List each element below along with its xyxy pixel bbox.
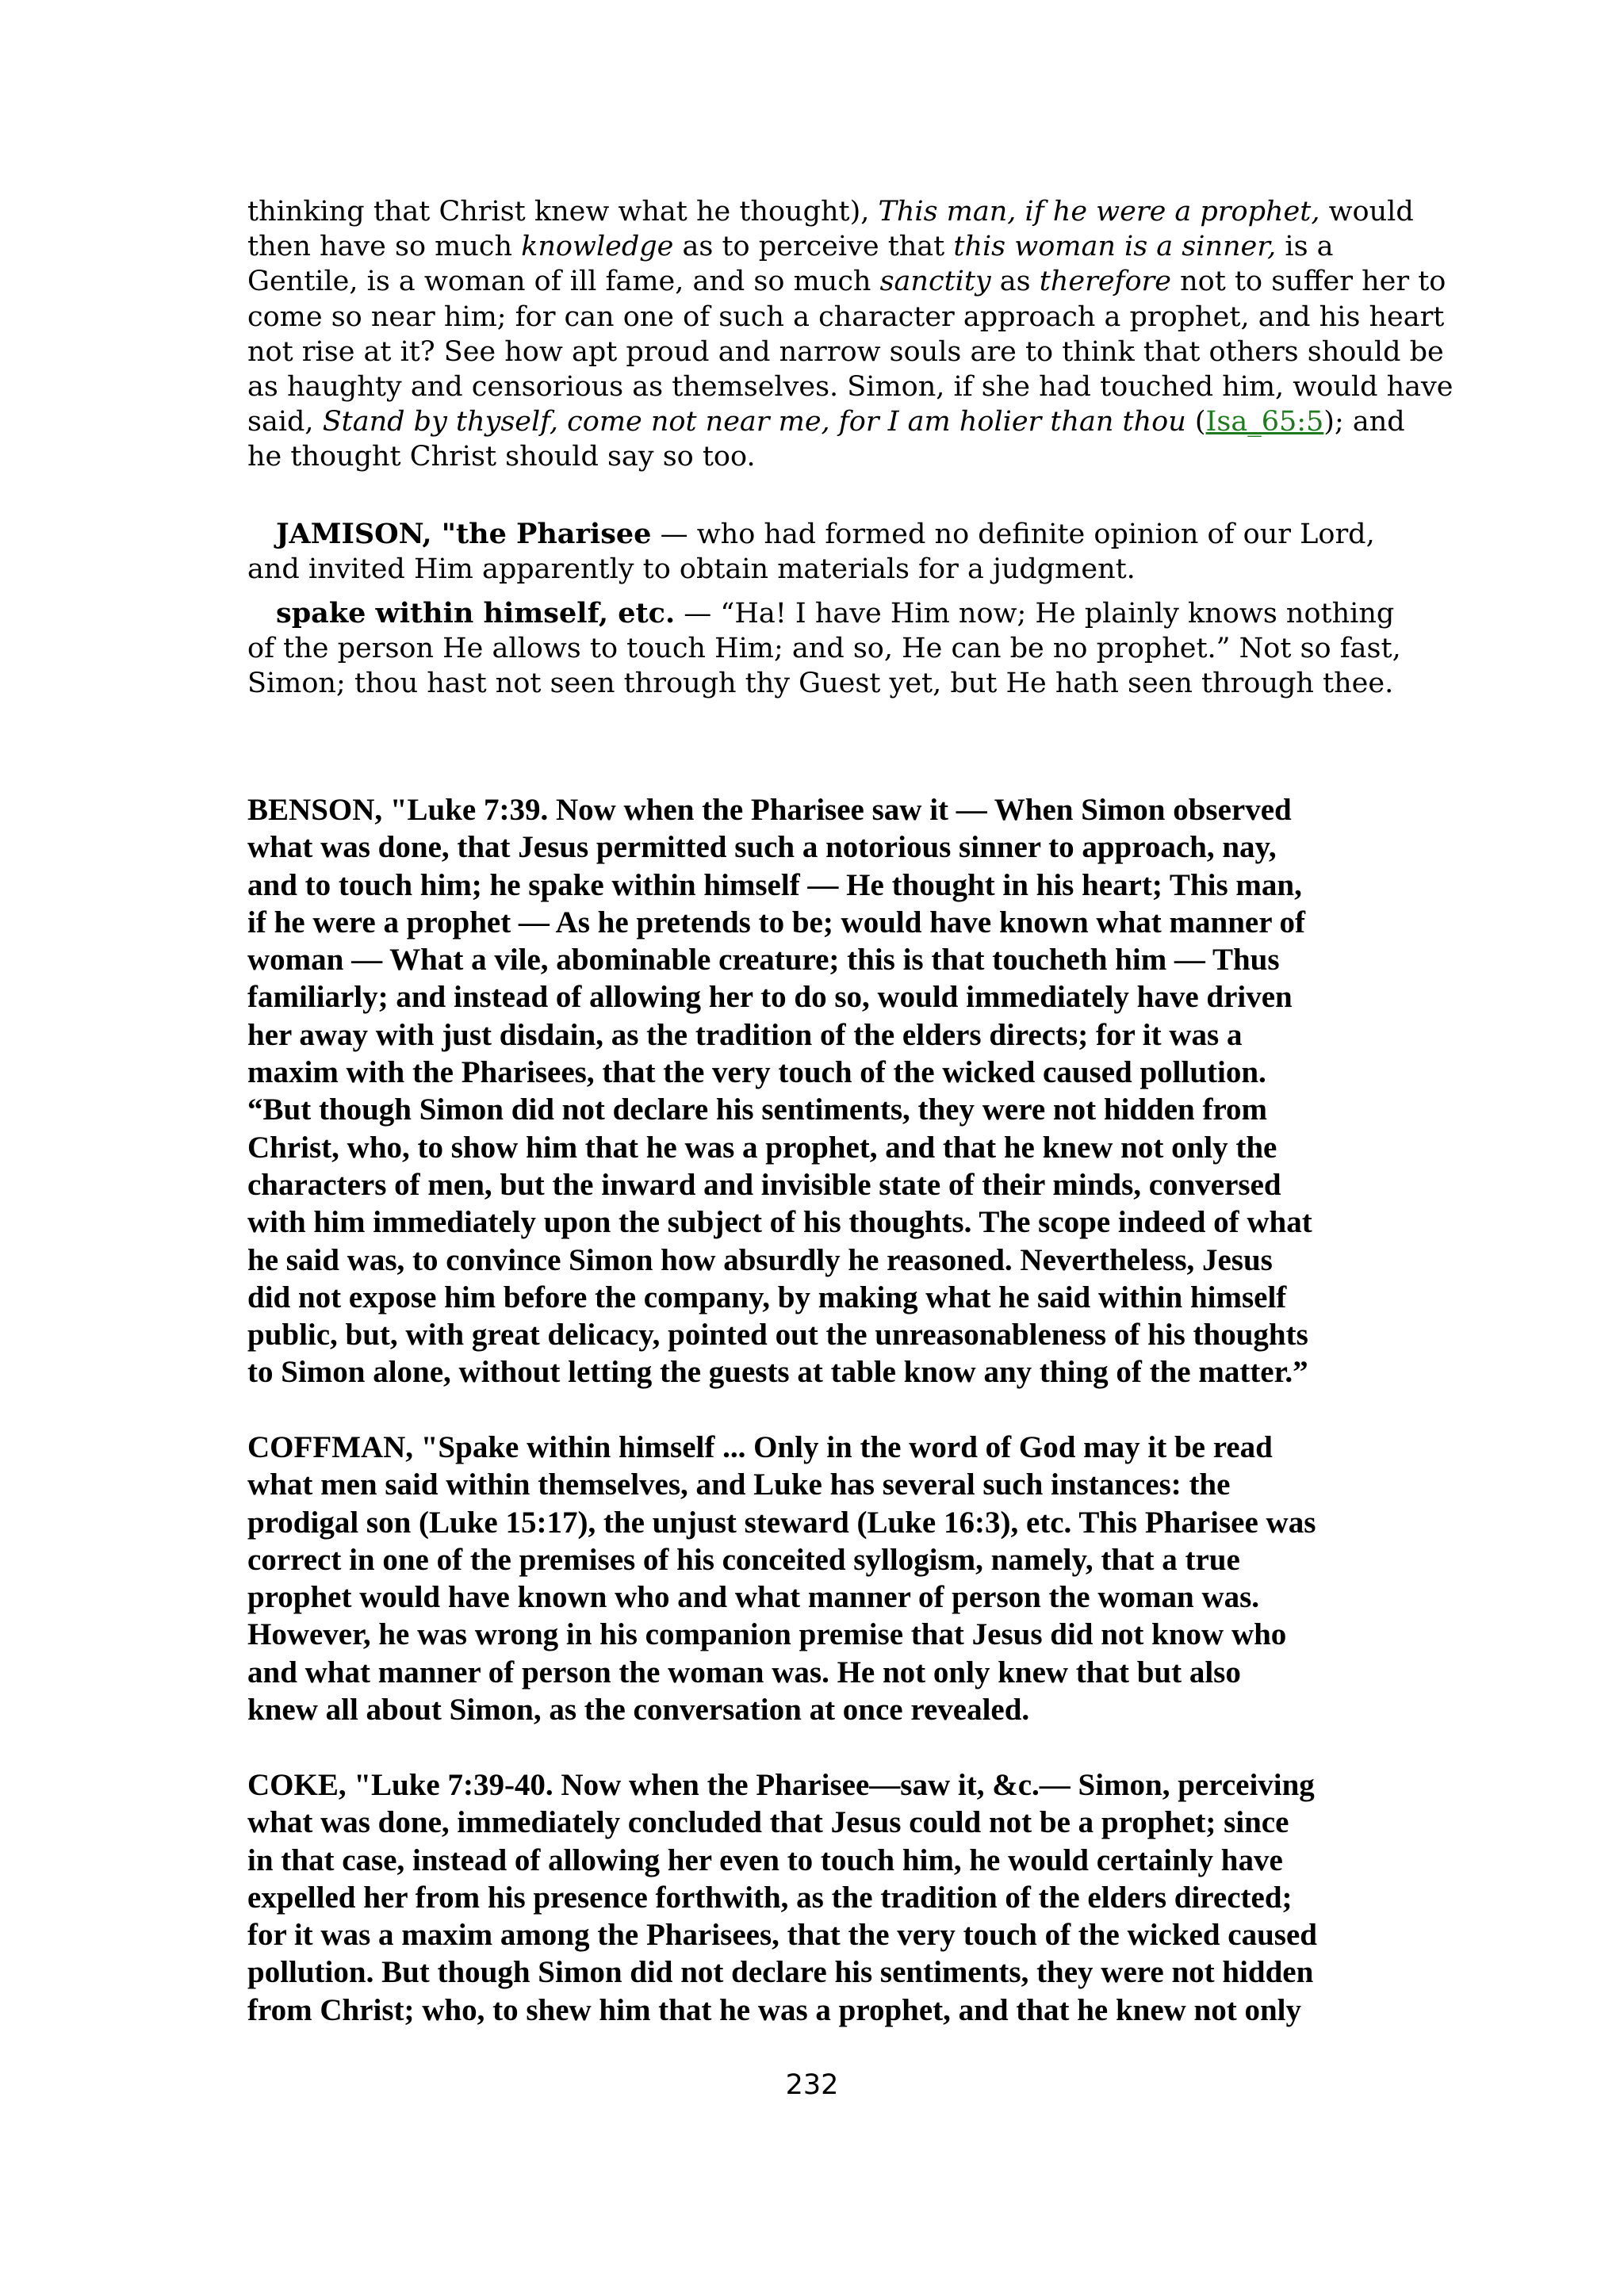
text-line: Christ, who, to show him that he was a prophet, and that he knew not only the — [247, 1130, 1277, 1165]
jamison-paragraph — [247, 517, 1397, 587]
text-line: and to touch him; he spake within himself — He thought in his heart; This man, — [247, 867, 1302, 902]
text-line: thinking that Christ knew what he thought), This man, if he were a prophet, would — [247, 196, 1414, 228]
text-line: come so near him; for can one of such a character approach a prophet, and his heart — [247, 300, 1445, 333]
text-line: then have so much knowledge as to perceive that this woman is a sinner, is a — [247, 231, 1334, 263]
text-line: characters of men, but the inward and invisible state of their minds, conversed — [247, 1167, 1281, 1202]
text-line: he thought Christ should say so too. — [247, 441, 756, 473]
text-line: if he were a prophet — As he pretends to be; would have known what manner of — [247, 905, 1306, 939]
text-line: her away with just disdain, as the tradition of the elders directs; for it was a — [247, 1017, 1243, 1052]
text-line: However, he was wrong in his companion premise that Jesus did not know who — [247, 1617, 1287, 1652]
text-line: he said was, to convince Simon how absurdly he reasoned. Nevertheless, Jesus — [247, 1242, 1273, 1277]
text-line: public, but, with great delicacy, pointed out the unreasonableness of his thoughts — [247, 1318, 1308, 1353]
text-line: expelled her from his presence forthwith, as the tradition of the elders directed; — [247, 1880, 1293, 1915]
text-line: of the person He allows to touch Him; and so, He can be no prophet.” Not so fast, — [247, 633, 1401, 665]
coffman-paragraph — [247, 1429, 1397, 1728]
text-line: with him immediately upon the subject of his thoughts. The scope indeed of what — [247, 1205, 1312, 1240]
text-line: what was done, immediately concluded that Jesus could not be a prophet; since — [247, 1805, 1289, 1840]
text-line: maxim with the Pharisees, that the very touch of the wicked caused pollution. — [247, 1055, 1266, 1090]
text-line: what men said within themselves, and Luke has several such instances: the — [247, 1468, 1231, 1502]
text-line: woman — What a vile, abominable creature; this is that toucheth him — Thus — [247, 943, 1280, 978]
text-line: not rise at it? See how apt proud and narrow souls are to think that others should be — [247, 335, 1444, 368]
text-line: prodigal son (Luke 15:17), the unjust steward (Luke 16:3), etc. This Pharisee was — [247, 1505, 1316, 1540]
benson-paragraph — [247, 791, 1397, 1391]
text-line: to Simon alone, without letting the guests at table know any thing of the matter.” — [247, 1355, 1308, 1390]
text-line: correct in one of the premises of his conceited syllogism, namely, that a true — [247, 1542, 1240, 1577]
coke-paragraph — [247, 1766, 1397, 2029]
text-line: Simon; thou hast not seen through thy Guest yet, but He hath seen through thee. — [247, 668, 1394, 700]
jamison-paragraph-2 — [247, 596, 1401, 702]
page-number: 232 — [785, 2069, 839, 2101]
text-line: spake within himself, etc. — “Ha! I have Him now; He plainly knows nothing — [276, 597, 1395, 629]
text-line: what was done, that Jesus permitted such a notorious sinner to approach, nay, — [247, 830, 1277, 865]
text-line: Gentile, is a woman of ill fame, and so much sanctity as therefore not to suffer her to — [247, 266, 1446, 298]
text-line: COKE, "Luke 7:39-40. Now when the Pharisee—saw it, &c.— Simon, perceiving — [247, 1768, 1315, 1802]
text-line: prophet would have known who and what manner of person the woman was. — [247, 1580, 1260, 1615]
text-line: from Christ; who, to shew him that he was a prophet, and that he knew not only — [247, 1992, 1302, 2027]
text-line: said, Stand by thyself, come not near me, for I am holier than thou (Isa_65:5); and — [247, 406, 1405, 438]
jamison-heading: JAMISON, "the Pharisee — [276, 518, 652, 550]
text-line: and invited Him apparently to obtain materials for a judgment. — [247, 553, 1136, 586]
scripture-reference-link[interactable]: Isa_65:5 — [1205, 406, 1324, 438]
text-line: pollution. But though Simon did not declare his sentiments, they were not hidden — [247, 1955, 1314, 1990]
text-line: and what manner of person the woman was. He not only knew that but also — [247, 1655, 1241, 1689]
text-line: “But though Simon did not declare his sentiments, they were not hidden from — [247, 1093, 1268, 1127]
text-line: for it was a maxim among the Pharisees, that the very touch of the wicked caused — [247, 1918, 1317, 1953]
text-line: in that case, instead of allowing her even to touch him, he would certainly have — [247, 1843, 1283, 1877]
text-line: did not expose him before the company, by making what he said within himself — [247, 1280, 1287, 1314]
henry-paragraph — [247, 194, 1454, 475]
text-line: as haughty and censorious as themselves. Simon, if she had touched him, would have — [247, 371, 1454, 404]
text-line: JAMISON, "the Pharisee — who had formed no definite opinion of our Lord, — [276, 518, 1375, 550]
text-line: BENSON, "Luke 7:39. Now when the Pharisee saw it — When Simon observed — [247, 793, 1292, 827]
text-line: knew all about Simon, as the conversation at once revealed. — [247, 1693, 1030, 1728]
text-line: COFFMAN, "Spake within himself ... Only in the word of God may it be read — [247, 1430, 1273, 1464]
text-line: familiarly; and instead of allowing her to do so, would immediately have driven — [247, 980, 1293, 1015]
